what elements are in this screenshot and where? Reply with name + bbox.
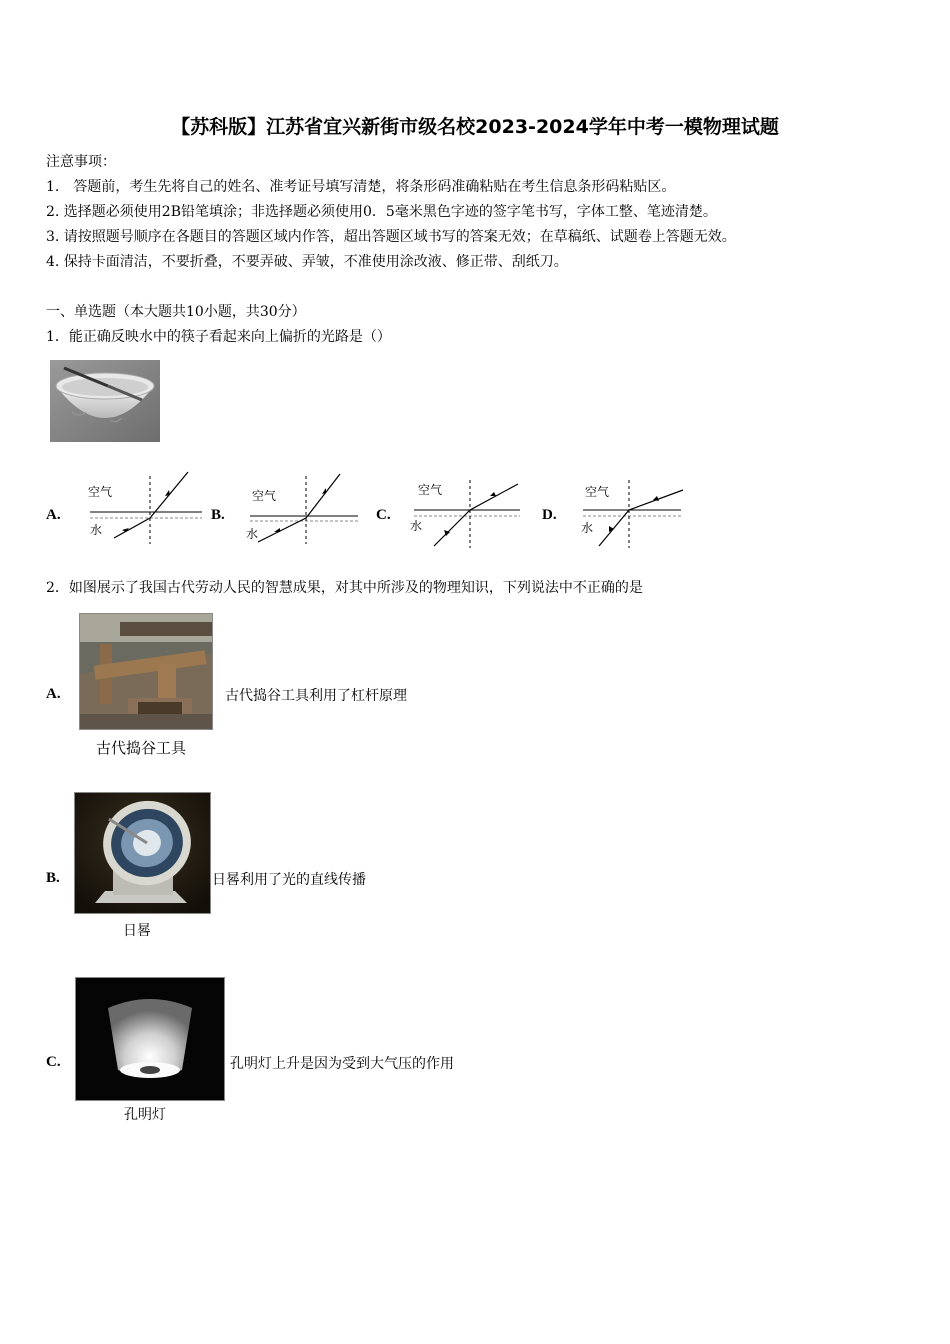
q2-option-a-text: 古代捣谷工具利用了杠杆原理 [225, 688, 407, 704]
sundial-caption: 日晷 [123, 923, 151, 939]
q1-a-air-label: 空气 [88, 485, 113, 499]
kongming-lantern-photo [75, 977, 225, 1101]
notice-heading: 注意事项： [46, 154, 116, 170]
grain-pounding-tool-caption: 古代捣谷工具 [96, 739, 187, 757]
q1-option-a-diagram [80, 468, 205, 548]
kongming-lantern-caption: 孔明灯 [124, 1107, 166, 1123]
question-1-stem: 1．能正确反映水中的筷子看起来向上偏折的光路是（） [46, 329, 391, 345]
q1-option-a-label: A. [46, 507, 61, 523]
q2-option-b-text: 日晷利用了光的直线传播 [212, 872, 366, 888]
q1-d-water-label: 水 [581, 521, 594, 535]
q1-c-air-label: 空气 [418, 483, 443, 497]
q1-d-air-label: 空气 [585, 485, 610, 499]
q1-option-c-diagram [408, 474, 528, 554]
q1-option-d-label: D. [542, 507, 557, 523]
notice-item-4: 4. 保持卡面清洁，不要折叠，不要弄破、弄皱，不准使用涂改液、修正带、刮纸刀。 [46, 254, 568, 270]
q2-option-c-text: 孔明灯上升是因为受到大气压的作用 [230, 1056, 454, 1072]
q1-option-c-label: C. [376, 507, 391, 523]
bowl-chopstick-photo [50, 360, 160, 442]
q2-option-a-label: A. [46, 686, 61, 702]
notice-item-1: 1. 答题前，考生先将自己的姓名、准考证号填写清楚，将条形码准确粘贴在考生信息条形码粘贴区。 [46, 179, 676, 195]
page-title: 【苏科版】江苏省宜兴新街市级名校2023-2024学年中考一模物理试题 [171, 116, 779, 138]
notice-item-2: 2. 选择题必须使用2B铅笔填涂；非选择题必须使用0．5毫米黑色字迹的签字笔书写，字体工整、笔迹清楚。 [46, 204, 717, 220]
q1-a-water-label: 水 [90, 523, 103, 537]
q1-b-water-label: 水 [246, 527, 259, 541]
q1-c-water-label: 水 [410, 519, 423, 533]
sundial-photo [74, 792, 211, 914]
q1-option-b-diagram [240, 468, 365, 548]
section-heading: 一、单选题（本大题共10小题，共30分） [46, 304, 306, 320]
q1-b-air-label: 空气 [252, 489, 277, 503]
notice-item-3: 3. 请按照题号顺序在各题目的答题区域内作答，超出答题区域书写的答案无效；在草稿纸、试题卷上答题无效。 [46, 229, 736, 245]
grain-pounding-tool-photo [79, 613, 213, 730]
q2-option-c-label: C. [46, 1054, 61, 1070]
q1-option-d-diagram [575, 474, 690, 554]
question-2-stem: 2．如图展示了我国古代劳动人民的智慧成果，对其中所涉及的物理知识，下列说法中不正确的是 [46, 580, 643, 596]
q1-option-b-label: B. [211, 507, 225, 523]
q2-option-b-label: B. [46, 870, 60, 886]
